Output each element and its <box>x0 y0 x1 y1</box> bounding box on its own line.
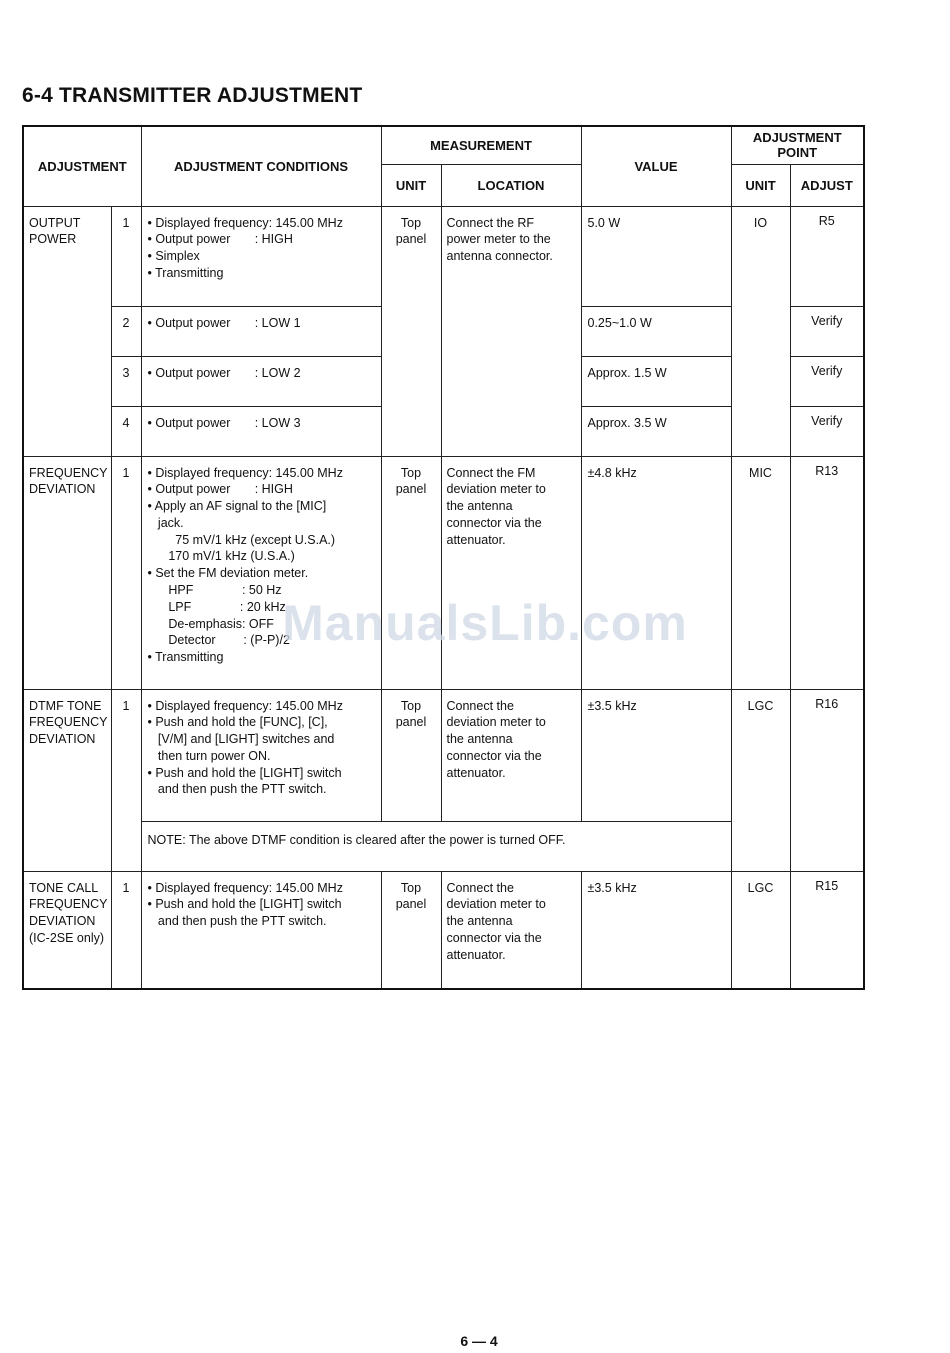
adjustment-name: FREQUENCY DEVIATION <box>23 456 111 689</box>
value: Approx. 1.5 W <box>581 356 731 406</box>
conditions: • Displayed frequency: 145.00 MHz • Output power : HIGH • Simplex • Transmitting <box>141 206 381 306</box>
header-measurement: MEASUREMENT <box>381 126 581 164</box>
table-row <box>23 871 864 989</box>
point-unit: LGC <box>731 871 790 989</box>
conditions: • Output power : LOW 3 <box>141 406 381 456</box>
point-adjust: Verify <box>790 406 864 456</box>
value: Approx. 3.5 W <box>581 406 731 456</box>
transmitter-adjustment-table <box>22 125 865 990</box>
point-adjust: R16 <box>790 689 864 871</box>
step-number: 1 <box>111 456 141 689</box>
dtmf-note: NOTE: The above DTMF condition is cleared after the power is turned OFF. <box>141 821 731 871</box>
page-title: 6-4 TRANSMITTER ADJUSTMENT <box>22 84 363 107</box>
point-unit: LGC <box>731 689 790 871</box>
header-measurement-location: LOCATION <box>441 164 581 206</box>
measurement-location: Connect the FM deviation meter to the antenna connector via the attenuator. <box>441 456 581 689</box>
point-unit: MIC <box>731 456 790 689</box>
step-number: 1 <box>111 206 141 306</box>
value: ±3.5 kHz <box>581 871 731 989</box>
value: ±3.5 kHz <box>581 689 731 821</box>
step-number: 1 <box>111 871 141 989</box>
header-point-adjust: ADJUST <box>790 164 864 206</box>
table-row <box>23 689 864 821</box>
measurement-location: Connect the deviation meter to the antenna connector via the attenuator. <box>441 871 581 989</box>
header-measurement-unit: UNIT <box>381 164 441 206</box>
adjustment-name: OUTPUT POWER <box>23 206 111 456</box>
adjustment-name: DTMF TONE FREQUENCY DEVIATION <box>23 689 111 871</box>
conditions: • Displayed frequency: 145.00 MHz • Push and hold the [FUNC], [C], [V/M] and [LIGHT] switches and then turn power ON. • Push and hold the [LIGHT] switch and then push the PTT switch. <box>141 689 381 821</box>
header-point-unit: UNIT <box>731 164 790 206</box>
header-conditions: ADJUSTMENT CONDITIONS <box>141 126 381 206</box>
step-number: 4 <box>111 406 141 456</box>
point-adjust: R13 <box>790 456 864 689</box>
measurement-unit: Top panel <box>381 871 441 989</box>
conditions: • Displayed frequency: 145.00 MHz • Output power : HIGH • Apply an AF signal to the [MIC] jack. 75 mV/1 kHz (except U.S.A.) 170 mV/1 kHz (U.S.A.) • Set the FM deviation meter. HPF : 50 Hz LPF : 20 kHz De-emphasis: OFF Detector : (P-P)/2 • Transmitting <box>141 456 381 689</box>
value: 5.0 W <box>581 206 731 306</box>
step-number: 3 <box>111 356 141 406</box>
conditions: • Output power : LOW 1 <box>141 306 381 356</box>
measurement-location: Connect the deviation meter to the antenna connector via the attenuator. <box>441 689 581 821</box>
point-adjust: R15 <box>790 871 864 989</box>
header-adjustment-point: ADJUSTMENT POINT <box>731 126 864 164</box>
measurement-unit: Top panel <box>381 689 441 821</box>
header-value: VALUE <box>581 126 731 206</box>
value: 0.25~1.0 W <box>581 306 731 356</box>
table-row <box>23 456 864 689</box>
measurement-unit: Top panel <box>381 456 441 689</box>
point-adjust: R5 <box>790 206 864 306</box>
conditions: • Displayed frequency: 145.00 MHz • Push and hold the [LIGHT] switch and then push the PTT switch. <box>141 871 381 989</box>
measurement-location: Connect the RF power meter to the antenna connector. <box>441 206 581 456</box>
watermark: ManualsLib.com <box>282 595 688 651</box>
header-adjustment: ADJUSTMENT <box>23 126 141 206</box>
value: ±4.8 kHz <box>581 456 731 689</box>
point-adjust: Verify <box>790 356 864 406</box>
step-number: 1 <box>111 689 141 871</box>
step-number: 2 <box>111 306 141 356</box>
table-row <box>23 206 864 306</box>
point-adjust: Verify <box>790 306 864 356</box>
measurement-unit: Top panel <box>381 206 441 456</box>
conditions: • Output power : LOW 2 <box>141 356 381 406</box>
adjustment-name: TONE CALL FREQUENCY DEVIATION (IC-2SE only) <box>23 871 111 989</box>
point-unit: IO <box>731 206 790 456</box>
page-number: 6 — 4 <box>460 1333 498 1349</box>
